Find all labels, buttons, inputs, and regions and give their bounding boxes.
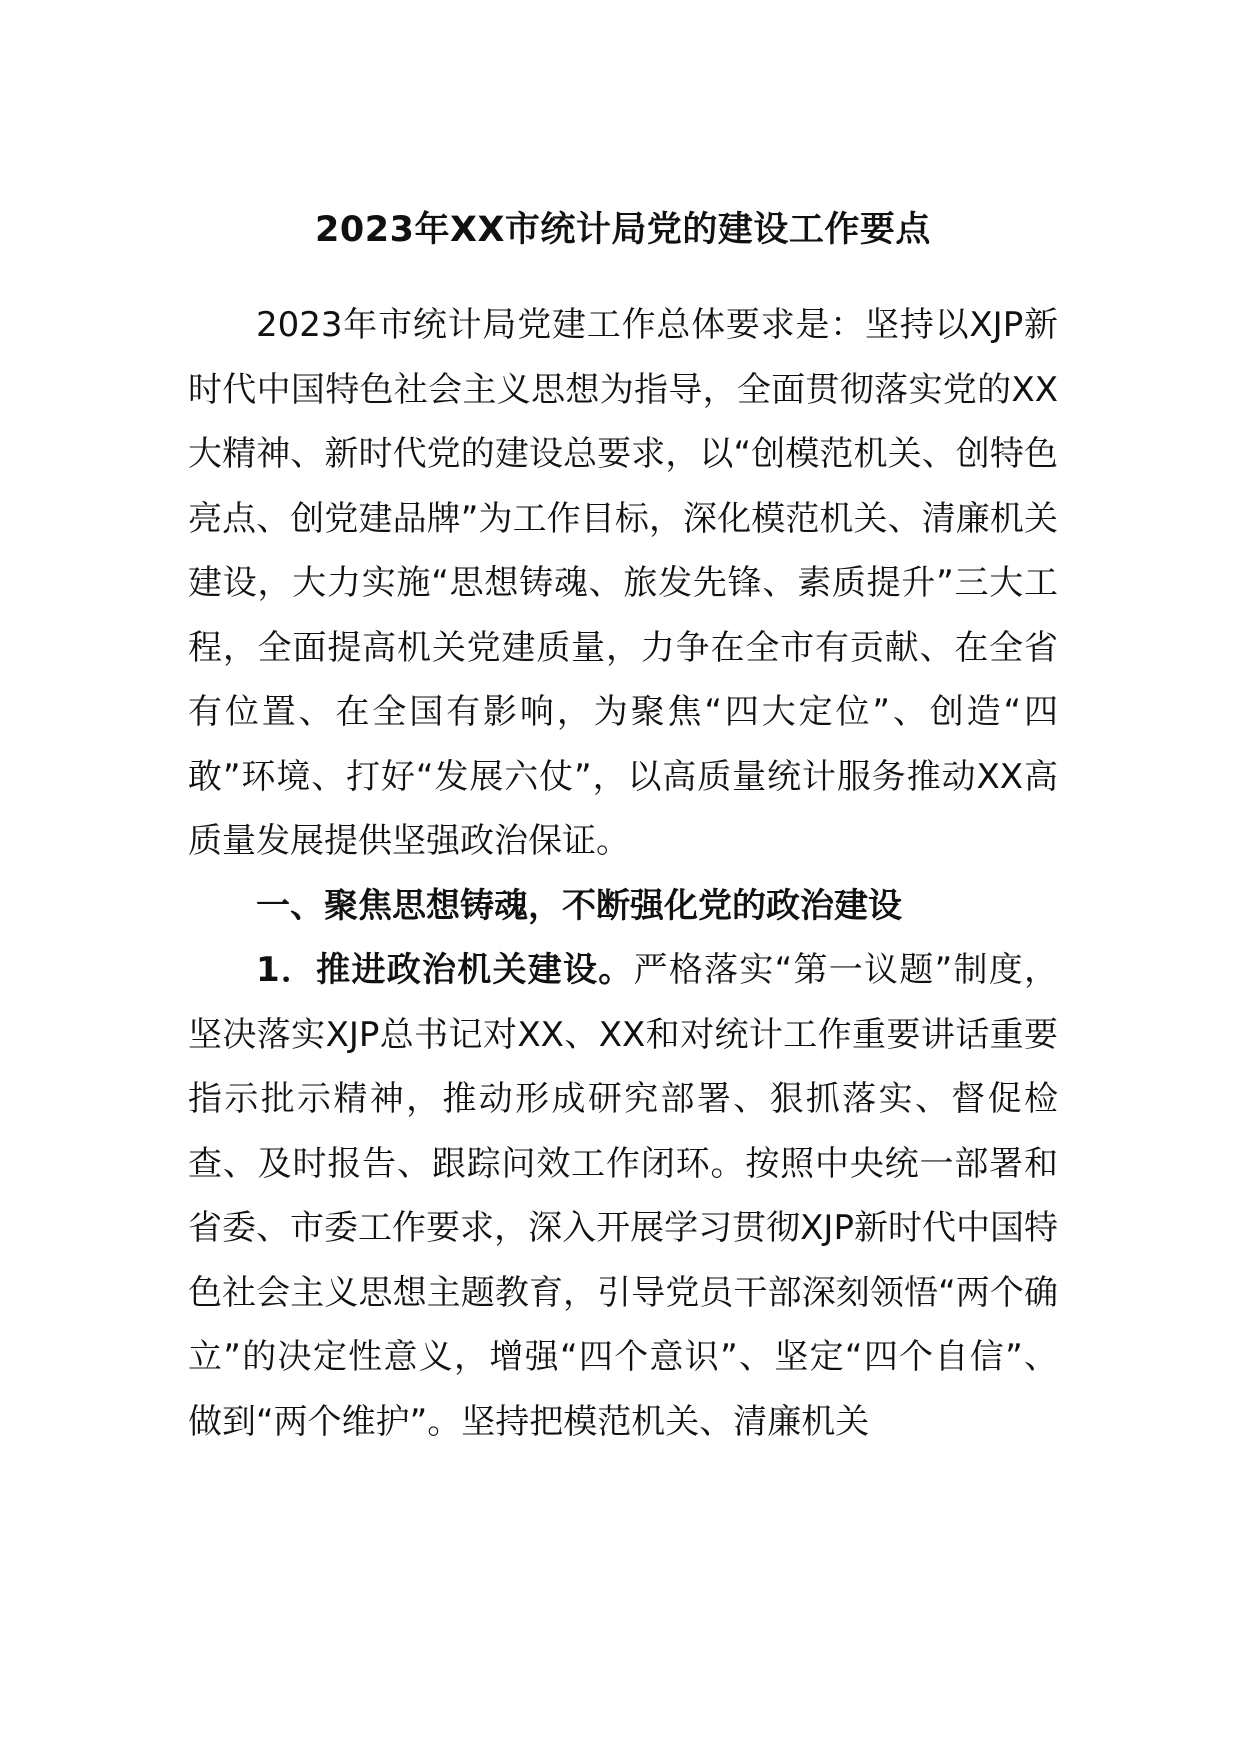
item-lead-1: 1．推进政治机关建设。: [256, 950, 634, 990]
item-body-1: 严格落实“第一议题”制度，坚决落实XJP总书记对XX、XX和对统计工作重要讲话重要指示批示精神，推动形成研究部署、狠抓落实、督促检查、及时报告、跟踪问效工作闭环。按照中央统一部署和省委、市委工作要求，深入开展学习贯彻XJP新时代中国特色社会主义思想主题教育，引导党员干部深刻领悟“两个确立”的决定性意义，增强“四个意识”、坚定“四个自信”、做到“两个维护”。坚持把模范机关、清廉机关: [188, 950, 1058, 1442]
document-title: 2023年XX市统计局党的建设工作要点: [315, 210, 931, 250]
intro-paragraph: 2023年市统计局党建工作总体要求是：坚持以XJP新时代中国特色社会主义思想为指导，全面贯彻落实党的XX大精神、新时代党的建设总要求，以“创模范机关、创特色亮点、创党建品牌”为工作目标，深化模范机关、清廉机关建设，大力实施“思想铸魂、旅发先锋、素质提升”三大工程，全面提高机关党建质量，力争在全市有贡献、在全省有位置、在全国有影响，为聚焦“四大定位”、创造“四敢”环境、打好“发展六仗”，以高质量统计服务推动XX高质量发展提供坚强政治保证。: [188, 305, 1058, 861]
item-paragraph-1: [188, 938, 1058, 1454]
document-page: [188, 200, 1058, 1454]
section-heading-1: 一、聚焦思想铸魂，不断强化党的政治建设: [256, 885, 902, 926]
